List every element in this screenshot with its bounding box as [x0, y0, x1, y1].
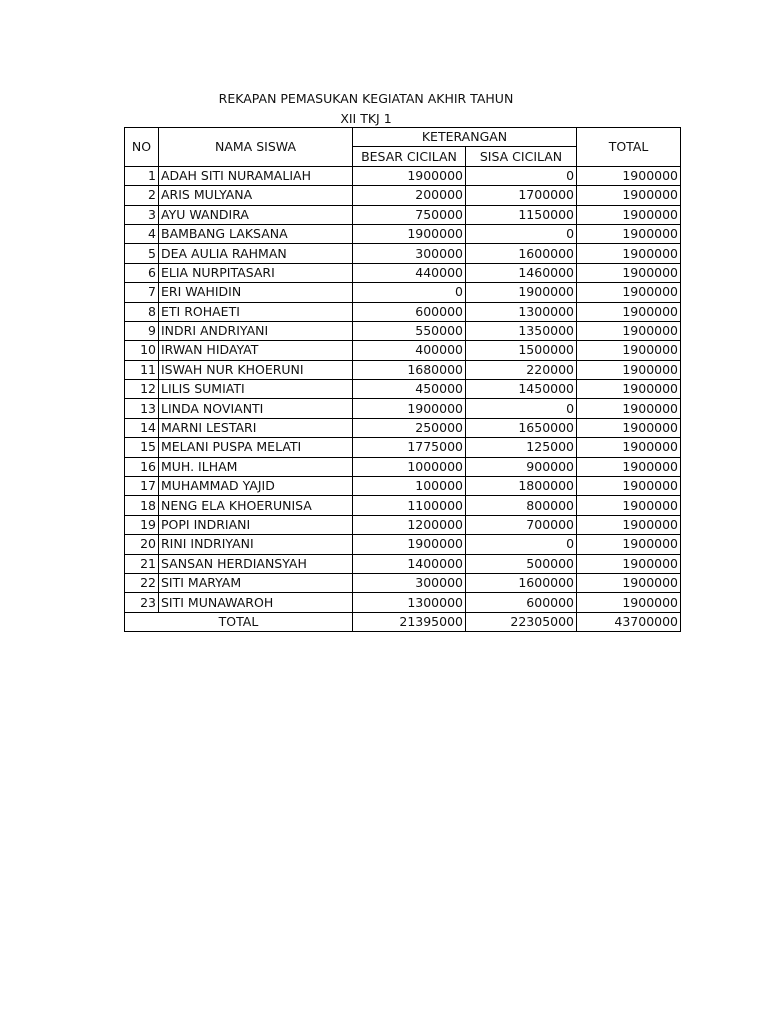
row-sisa-cicilan: 900000 [466, 457, 577, 476]
row-total: 1900000 [577, 224, 681, 243]
table-total-row [125, 612, 681, 631]
row-nama-siswa: RINI INDRIYANI [159, 535, 353, 554]
row-sisa-cicilan: 700000 [466, 515, 577, 534]
row-sisa-cicilan: 800000 [466, 496, 577, 515]
row-sisa-cicilan: 1600000 [466, 573, 577, 592]
row-total: 1900000 [577, 418, 681, 437]
row-nama-siswa: SITI MUNAWAROH [159, 593, 353, 612]
row-no: 5 [125, 244, 159, 263]
row-sisa-cicilan: 1450000 [466, 380, 577, 399]
table-header-row [125, 128, 681, 147]
total-besar-cicilan: 21395000 [353, 612, 466, 631]
row-total: 1900000 [577, 477, 681, 496]
row-nama-siswa: POPI INDRIANI [159, 515, 353, 534]
row-total: 1900000 [577, 593, 681, 612]
row-no: 23 [125, 593, 159, 612]
header-sisa-cicilan: SISA CICILAN [466, 147, 577, 166]
row-nama-siswa: ETI ROHAETI [159, 302, 353, 321]
header-no: NO [125, 128, 159, 167]
row-total: 1900000 [577, 535, 681, 554]
row-total: 1900000 [577, 302, 681, 321]
row-besar-cicilan: 1200000 [353, 515, 466, 534]
row-no: 6 [125, 263, 159, 282]
row-sisa-cicilan: 220000 [466, 360, 577, 379]
table-row [125, 360, 681, 379]
row-total: 1900000 [577, 515, 681, 534]
total-label: TOTAL [125, 612, 353, 631]
table-body [125, 166, 681, 612]
row-total: 1900000 [577, 380, 681, 399]
row-sisa-cicilan: 1650000 [466, 418, 577, 437]
row-no: 9 [125, 321, 159, 340]
table-row [125, 283, 681, 302]
row-besar-cicilan: 550000 [353, 321, 466, 340]
row-nama-siswa: MARNI LESTARI [159, 418, 353, 437]
document-subtitle: XII TKJ 1 [340, 111, 392, 126]
row-nama-siswa: INDRI ANDRIYANI [159, 321, 353, 340]
row-no: 13 [125, 399, 159, 418]
row-no: 7 [125, 283, 159, 302]
row-total: 1900000 [577, 166, 681, 185]
row-nama-siswa: MUH. ILHAM [159, 457, 353, 476]
row-no: 10 [125, 341, 159, 360]
row-besar-cicilan: 1400000 [353, 554, 466, 573]
table-row [125, 380, 681, 399]
row-sisa-cicilan: 1350000 [466, 321, 577, 340]
row-no: 19 [125, 515, 159, 534]
table-row [125, 399, 681, 418]
document-title: REKAPAN PEMASUKAN KEGIATAN AKHIR TAHUN [218, 91, 514, 106]
table-row [125, 341, 681, 360]
row-total: 1900000 [577, 244, 681, 263]
row-nama-siswa: LILIS SUMIATI [159, 380, 353, 399]
table-row [125, 186, 681, 205]
row-nama-siswa: AYU WANDIRA [159, 205, 353, 224]
row-nama-siswa: MUHAMMAD YAJID [159, 477, 353, 496]
row-total: 1900000 [577, 399, 681, 418]
row-total: 1900000 [577, 205, 681, 224]
table-row [125, 321, 681, 340]
row-no: 4 [125, 224, 159, 243]
row-sisa-cicilan: 1500000 [466, 341, 577, 360]
row-nama-siswa: ELIA NURPITASARI [159, 263, 353, 282]
row-total: 1900000 [577, 341, 681, 360]
row-no: 3 [125, 205, 159, 224]
row-besar-cicilan: 1000000 [353, 457, 466, 476]
row-nama-siswa: LINDA NOVIANTI [159, 399, 353, 418]
row-nama-siswa: MELANI PUSPA MELATI [159, 438, 353, 457]
row-besar-cicilan: 100000 [353, 477, 466, 496]
row-total: 1900000 [577, 457, 681, 476]
row-sisa-cicilan: 600000 [466, 593, 577, 612]
table-row [125, 535, 681, 554]
row-besar-cicilan: 1680000 [353, 360, 466, 379]
row-no: 8 [125, 302, 159, 321]
row-sisa-cicilan: 500000 [466, 554, 577, 573]
row-besar-cicilan: 600000 [353, 302, 466, 321]
row-besar-cicilan: 440000 [353, 263, 466, 282]
row-no: 17 [125, 477, 159, 496]
header-keterangan: KETERANGAN [353, 128, 577, 147]
row-nama-siswa: NENG ELA KHOERUNISA [159, 496, 353, 515]
row-besar-cicilan: 0 [353, 283, 466, 302]
row-total: 1900000 [577, 438, 681, 457]
row-total: 1900000 [577, 496, 681, 515]
row-besar-cicilan: 1900000 [353, 224, 466, 243]
row-sisa-cicilan: 0 [466, 224, 577, 243]
row-no: 2 [125, 186, 159, 205]
row-nama-siswa: ERI WAHIDIN [159, 283, 353, 302]
row-besar-cicilan: 300000 [353, 573, 466, 592]
row-no: 1 [125, 166, 159, 185]
row-sisa-cicilan: 0 [466, 399, 577, 418]
row-sisa-cicilan: 1300000 [466, 302, 577, 321]
table-row [125, 457, 681, 476]
row-total: 1900000 [577, 283, 681, 302]
row-sisa-cicilan: 1800000 [466, 477, 577, 496]
row-nama-siswa: DEA AULIA RAHMAN [159, 244, 353, 263]
table-row [125, 244, 681, 263]
row-no: 18 [125, 496, 159, 515]
row-total: 1900000 [577, 186, 681, 205]
row-nama-siswa: ISWAH NUR KHOERUNI [159, 360, 353, 379]
header-nama-siswa: NAMA SISWA [159, 128, 353, 167]
table-row [125, 418, 681, 437]
row-besar-cicilan: 750000 [353, 205, 466, 224]
row-sisa-cicilan: 0 [466, 166, 577, 185]
row-besar-cicilan: 1100000 [353, 496, 466, 515]
row-sisa-cicilan: 0 [466, 535, 577, 554]
row-nama-siswa: SITI MARYAM [159, 573, 353, 592]
row-total: 1900000 [577, 263, 681, 282]
row-nama-siswa: BAMBANG LAKSANA [159, 224, 353, 243]
row-besar-cicilan: 250000 [353, 418, 466, 437]
table-row [125, 515, 681, 534]
row-sisa-cicilan: 1600000 [466, 244, 577, 263]
row-besar-cicilan: 1775000 [353, 438, 466, 457]
table-row [125, 263, 681, 282]
table-row [125, 573, 681, 592]
row-besar-cicilan: 400000 [353, 341, 466, 360]
row-no: 15 [125, 438, 159, 457]
row-sisa-cicilan: 1900000 [466, 283, 577, 302]
row-no: 20 [125, 535, 159, 554]
row-sisa-cicilan: 1150000 [466, 205, 577, 224]
row-nama-siswa: SANSAN HERDIANSYAH [159, 554, 353, 573]
row-besar-cicilan: 1300000 [353, 593, 466, 612]
row-no: 22 [125, 573, 159, 592]
row-nama-siswa: IRWAN HIDAYAT [159, 341, 353, 360]
row-sisa-cicilan: 125000 [466, 438, 577, 457]
row-besar-cicilan: 1900000 [353, 399, 466, 418]
row-no: 14 [125, 418, 159, 437]
row-no: 12 [125, 380, 159, 399]
row-besar-cicilan: 200000 [353, 186, 466, 205]
row-besar-cicilan: 1900000 [353, 535, 466, 554]
table-row [125, 477, 681, 496]
row-no: 11 [125, 360, 159, 379]
header-besar-cicilan: BESAR CICILAN [353, 147, 466, 166]
row-no: 16 [125, 457, 159, 476]
table-row [125, 224, 681, 243]
row-sisa-cicilan: 1460000 [466, 263, 577, 282]
row-no: 21 [125, 554, 159, 573]
row-total: 1900000 [577, 554, 681, 573]
row-besar-cicilan: 300000 [353, 244, 466, 263]
table-row [125, 205, 681, 224]
row-total: 1900000 [577, 321, 681, 340]
table-row [125, 496, 681, 515]
row-nama-siswa: ARIS MULYANA [159, 186, 353, 205]
total-sisa-cicilan: 22305000 [466, 612, 577, 631]
table-row [125, 554, 681, 573]
table-row [125, 438, 681, 457]
row-sisa-cicilan: 1700000 [466, 186, 577, 205]
row-total: 1900000 [577, 360, 681, 379]
payment-recap-table [124, 127, 681, 632]
row-besar-cicilan: 450000 [353, 380, 466, 399]
header-total: TOTAL [577, 128, 681, 167]
total-total: 43700000 [577, 612, 681, 631]
row-nama-siswa: ADAH SITI NURAMALIAH [159, 166, 353, 185]
row-total: 1900000 [577, 573, 681, 592]
table-row [125, 302, 681, 321]
table-row [125, 166, 681, 185]
row-besar-cicilan: 1900000 [353, 166, 466, 185]
table-row [125, 593, 681, 612]
